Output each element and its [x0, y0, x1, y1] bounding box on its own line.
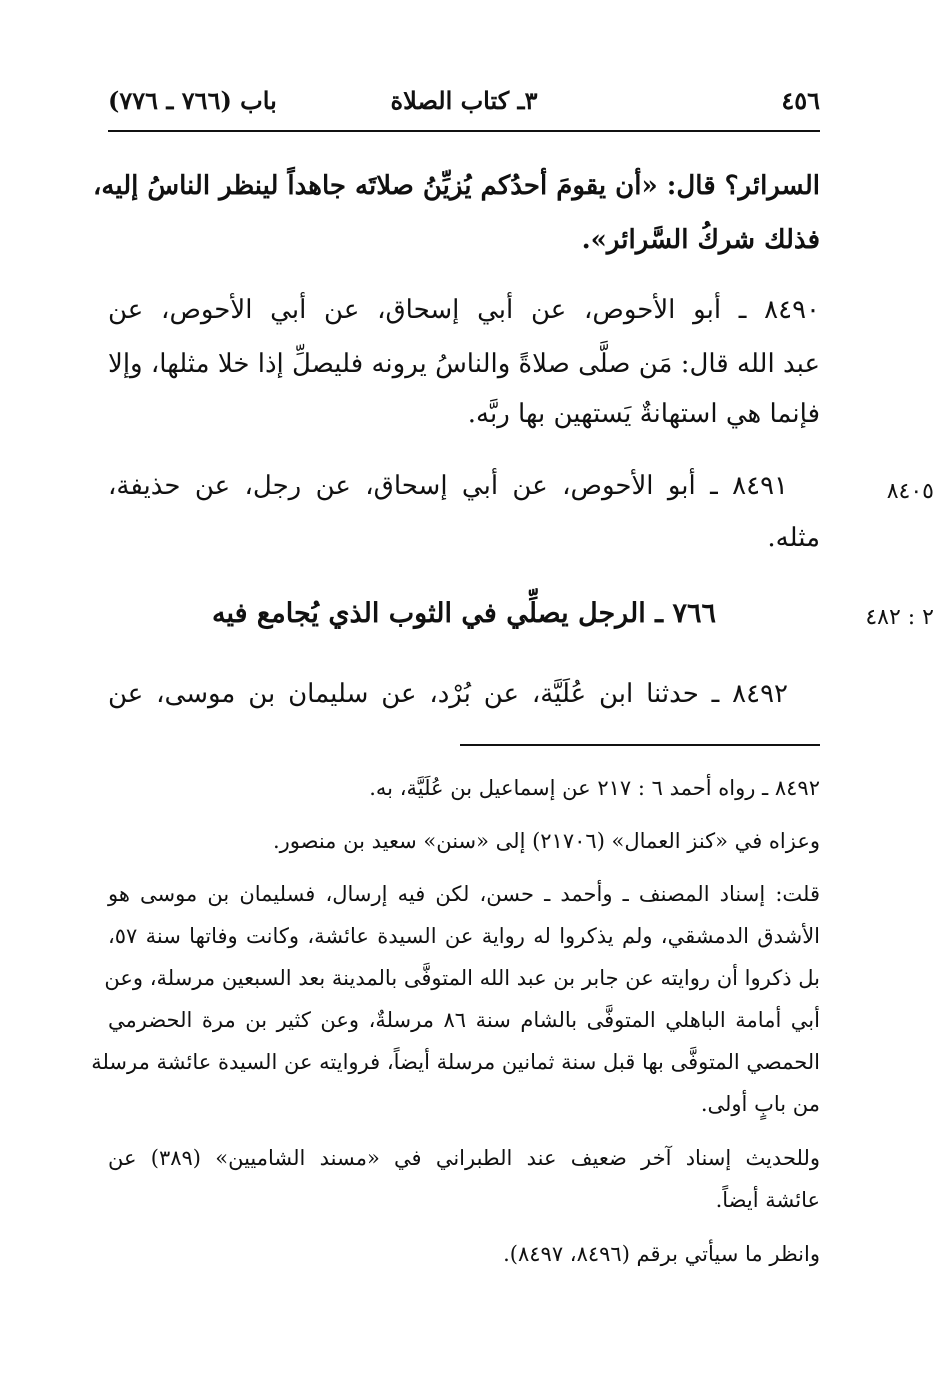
footnote-line: وانظر ما سيأتي برقم (٨٤٩٦، ٨٤٩٧).	[503, 1242, 820, 1266]
footnote-line: الأشدق الدمشقي، ولم يذكروا له رواية عن السيدة عائشة، وكانت وفاتها سنة ٥٧،	[108, 924, 820, 948]
footnote-line: من بابٍ أولى.	[700, 1092, 820, 1116]
footnote-line: بل ذكروا أن روايته عن جابر بن عبد الله المتوفَّى بالمدينة بعد السبعين مرسلة، وعن	[104, 966, 820, 990]
text-line: مثله.	[767, 523, 820, 553]
running-header	[108, 86, 820, 122]
footnote-line: وعزاه في «كنز العمال» (٢١٧٠٦) إلى «سنن» سعيد بن منصور.	[272, 829, 820, 853]
page-number: ٤٥٦	[781, 86, 820, 115]
footnote-line: قلت: إسناد المصنف ـ وأحمد ـ حسن، لكن فيه إرسال، فسليمان بن موسى هو	[108, 882, 820, 906]
footnote-line: عائشة أيضاً.	[715, 1188, 820, 1212]
text-line: فذلك شركُ السَّرائر».	[581, 225, 820, 255]
hadith-8492-line: ٨٤٩٢ ـ حدثنا ابن عُلَيَّة، عن بُرْد، عن سليمان بن موسى، عن	[108, 679, 788, 709]
footnote-line: وللحديث إسناد آخر ضعيف عند الطبراني في «مسند الشاميين» (٣٨٩) عن	[108, 1146, 820, 1170]
text-line: السرائر؟ قال: «أن يقومَ أحدُكم يُزيِّنُ صلاتَه جاهداً لينظر الناسُ إليه،	[93, 171, 820, 201]
hadith-8491-line: ٨٤٩١ ـ أبو الأحوص، عن أبي إسحاق، عن رجل، عن حذيفة،	[108, 471, 788, 501]
text-line: فإنما هي استهانةٌ يَستهين بها ربَّه.	[467, 399, 820, 429]
chapter-range: باب (٧٦٦ ـ ٧٧٦)	[108, 86, 277, 115]
text-line: عبد الله قال: مَن صلَّى صلاةً والناسُ يرونه فليصلِّ إذا خلا مثلها، وإلا	[108, 349, 820, 379]
footnote-rule	[460, 744, 820, 746]
margin-reference: ٢ : ٤٨٢	[865, 605, 934, 630]
chapter-title: ٧٦٦ ـ الرجل يصلِّي في الثوب الذي يُجامع فيه	[212, 598, 716, 629]
footnote-line: أبي أمامة الباهلي المتوفَّى بالشام سنة ٨٦ مرسلةٌ، وعن كثير بن مرة الحضرمي	[108, 1008, 820, 1032]
hadith-8490-line: ٨٤٩٠ ـ أبو الأحوص، عن أبي إسحاق، عن أبي الأحوص، عن	[108, 295, 820, 325]
header-rule	[108, 130, 820, 132]
footnote-line: الحمصي المتوفَّى بها قبل سنة ثمانين مرسلة أيضاً، فروايته عن السيدة عائشة مرسلة	[91, 1050, 820, 1074]
margin-reference: ٨٤٠٥	[886, 479, 934, 504]
book-title: ٣ـ كتاب الصلاة	[390, 86, 538, 115]
footnote-line: ٨٤٩٢ ـ رواه أحمد ٦ : ٢١٧ عن إسماعيل بن عُلَيَّة، به.	[369, 776, 820, 800]
